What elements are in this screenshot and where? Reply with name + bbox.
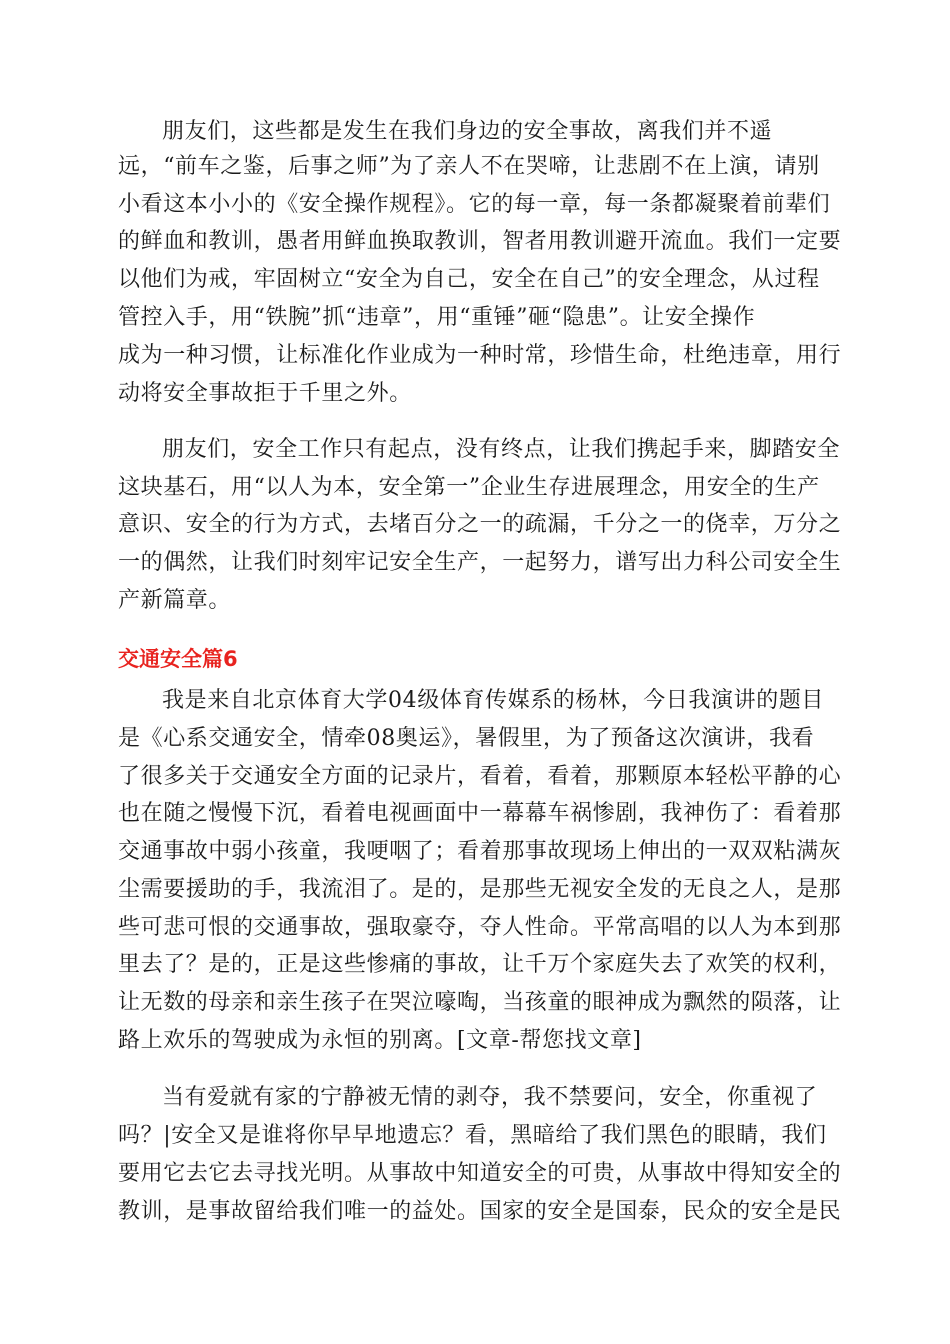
paragraph-3-line-2: 是《心系交通安全，情牵08奥运》，暑假里，为了预备这次演讲，我看 (118, 726, 815, 751)
paragraph-4-line-3: 要用它去它去寻找光明。从事故中知道安全的可贵，从事故中得知安全的 (118, 1161, 842, 1186)
paragraph-4-line-4: 教训，是事故留给我们唯一的益处。国家的安全是国泰，民众的安全是民 (118, 1199, 842, 1224)
paragraph-1-line-4: 的鲜血和教训，愚者用鲜血换取教训，智者用教训避开流血。我们一定要 (118, 229, 842, 254)
paragraph-3-line-4: 也在随之慢慢下沉，看着电视画面中一幕幕车祸惨剧，我神伤了：看着那 (118, 801, 842, 826)
paragraph-1-line-5: 以他们为戒，牢固树立“安全为自己，安全在自己”的安全理念，从过程 (118, 267, 820, 292)
paragraph-4-line-2: 吗？|安全又是谁将你早早地遗忘？看，黑暗给了我们黑色的眼睛，我们 (118, 1123, 827, 1148)
paragraph-2-line-4: 一的偶然，让我们时刻牢记安全生产，一起努力，谱写出力科公司安全生 (118, 550, 842, 575)
paragraph-1-line-6: 管控入手，用“铁腕”抓“违章”，用“重锤”砸“隐患”。让安全操作 (118, 305, 756, 330)
paragraph-3-line-8: 里去了？是的，正是这些惨痛的事故，让千万个家庭失去了欢笑的权利， (118, 952, 842, 977)
paragraph-1-line-8: 动将安全事故拒于千里之外。 (118, 381, 412, 406)
paragraph-2-line-5: 产新篇章。 (118, 588, 232, 613)
paragraph-3-line-6: 尘需要援助的手，我流泪了。是的，是那些无视安全发的无良之人，是那 (118, 877, 842, 902)
paragraph-4-line-1: 当有爱就有家的宁静被无情的剥夺，我不禁要问，安全，你重视了 (162, 1085, 818, 1110)
paragraph-1-line-2: 远，“前车之鉴，后事之师”为了亲人不在哭啼，让悲剧不在上演，请别 (118, 154, 820, 179)
section-heading: 交通安全篇6 (118, 647, 238, 671)
paragraph-3-line-9: 让无数的母亲和亲生孩子在哭泣嚎啕，当孩童的眼神成为飘然的陨落，让 (118, 990, 842, 1015)
paragraph-1-line-7: 成为一种习惯，让标准化作业成为一种时常，珍惜生命，杜绝违章，用行 (118, 343, 842, 368)
paragraph-3-line-3: 了很多关于交通安全方面的记录片，看着，看着，那颗原本轻松平静的心 (118, 764, 842, 789)
paragraph-3-line-10: 路上欢乐的驾驶成为永恒的别离。[文章-帮您找文章] (118, 1028, 642, 1053)
paragraph-3-line-7: 些可悲可恨的交通事故，强取豪夺，夺人性命。平常高唱的以人为本到那 (118, 915, 842, 940)
paragraph-3-line-1: 我是来自北京体育大学04级体育传媒系的杨林，今日我演讲的题目 (162, 688, 824, 713)
paragraph-1-line-1: 朋友们，这些都是发生在我们身边的安全事故，离我们并不遥 (162, 119, 773, 144)
paragraph-2-line-2: 这块基石，用“以人为本，安全第一”企业生存进展理念，用安全的生产 (118, 475, 820, 500)
paragraph-2-line-3: 意识、安全的行为方式，去堵百分之一的疏漏，千分之一的侥幸，万分之 (118, 512, 842, 537)
paragraph-1-line-3: 小看这本小小的《安全操作规程》。它的每一章，每一条都凝聚着前辈们 (118, 192, 831, 217)
paragraph-2-line-1: 朋友们，安全工作只有起点，没有终点，让我们携起手来，脚踏安全 (162, 437, 841, 462)
paragraph-3-line-5: 交通事故中弱小孩童，我哽咽了；看着那事故现场上伸出的一双双粘满灰 (118, 839, 842, 864)
